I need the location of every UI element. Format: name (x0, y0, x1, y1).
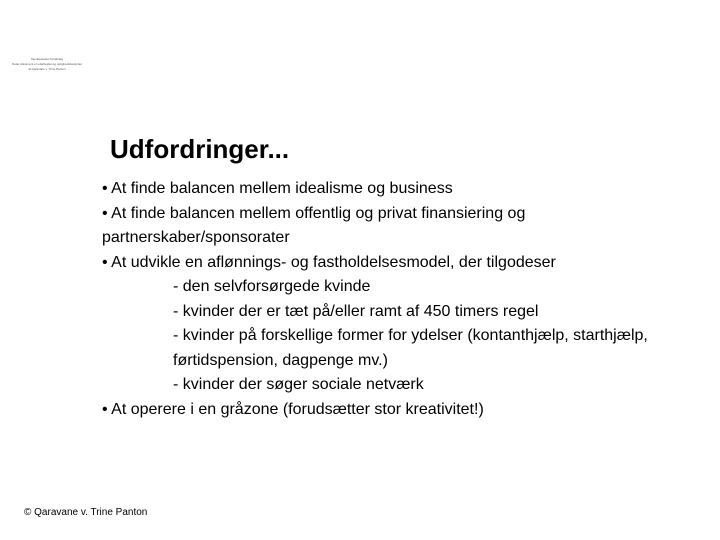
sub-item-line-continuation: førtidspension, dagpenge mv.) (173, 351, 388, 369)
logo-note (4, 57, 90, 83)
footer-copyright: © Qaravane v. Trine Panton (24, 507, 148, 518)
sub-item-line: - kvinder der søger sociale netværk (173, 376, 424, 393)
sub-item-line: - den selvforsørgede kvinde (173, 278, 371, 295)
bullet-list (102, 177, 714, 422)
logo-note-line: Dette dokument er udarbejdet og rettighedsbeskyttet (12, 62, 82, 66)
bullet-line: • At finde balancen mellem offentlig og privat finansiering og (102, 204, 526, 222)
logo-note-line: af Qaravane v. Trine Panton (28, 67, 66, 71)
bullet-line: • At finde balancen mellem idealisme og business (102, 180, 453, 197)
bullet-line: • At operere i en gråzone (forudsætter stor kreativitet!) (102, 400, 484, 418)
sub-item-line: - kvinder på forskellige former for ydelser (kontanthjælp, starthjælp, (173, 327, 648, 344)
slide-title: Udfordringer... (110, 134, 290, 164)
logo-note-line: Taenkestedet Kvindefag (30, 57, 64, 61)
bullet-line-continuation: partnerskaber/sponsorater (102, 229, 290, 246)
bullet-line: • At udvikle en aflønnings- og fastholdelsesmodel, der tilgodeser (102, 253, 556, 271)
sub-item-line: - kvinder der er tæt på/eller ramt af 450 timers regel (173, 302, 539, 320)
